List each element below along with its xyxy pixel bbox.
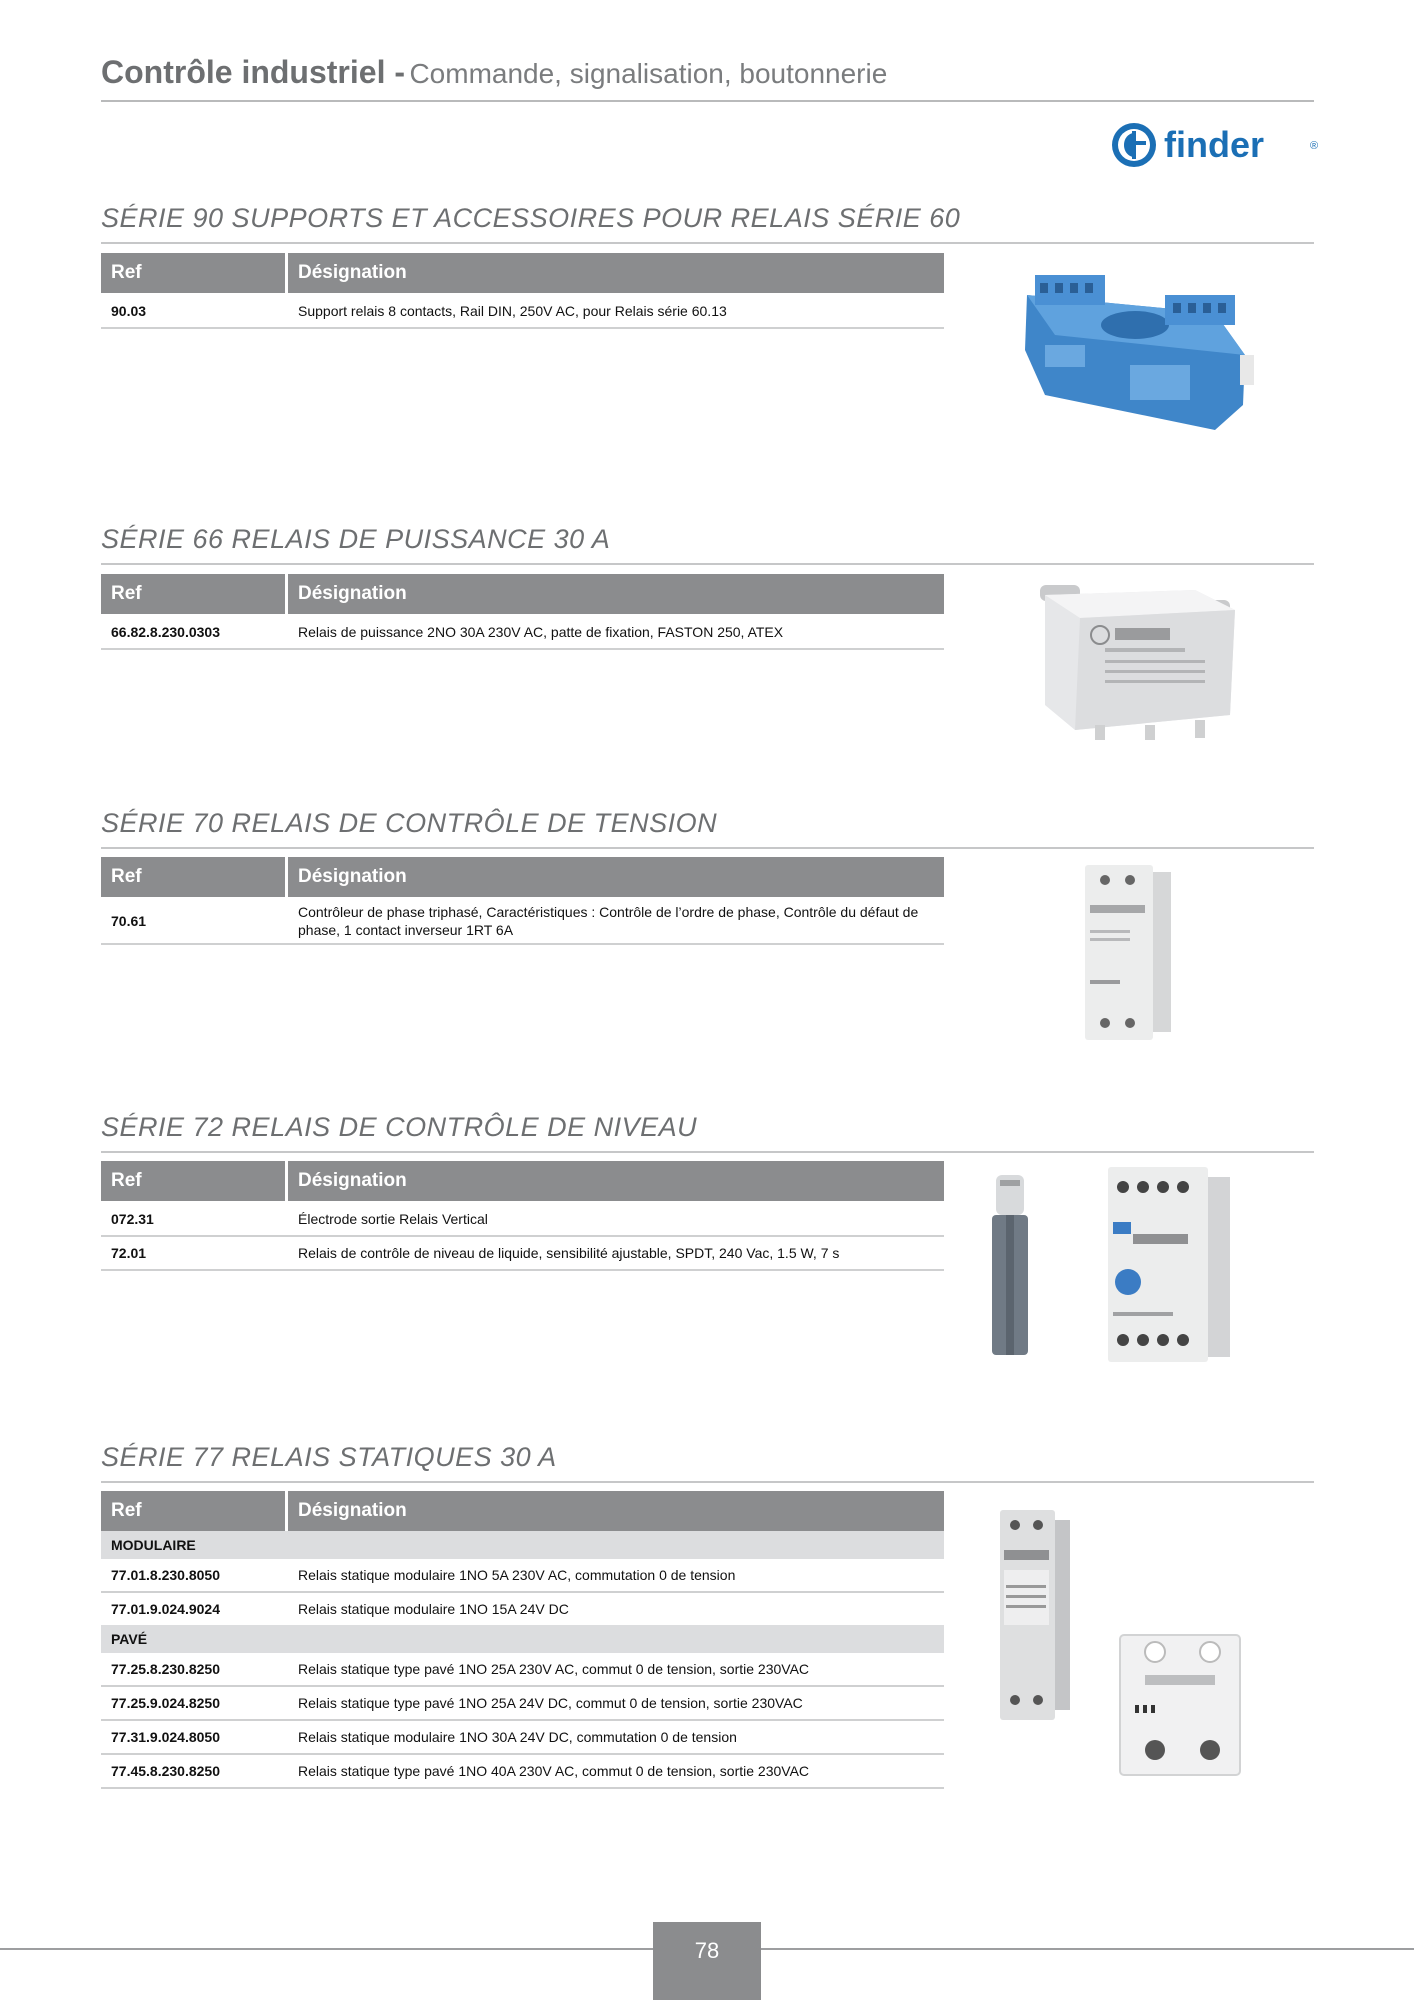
table-row xyxy=(101,1755,944,1789)
col-ref-header: Ref xyxy=(101,1161,288,1201)
section-divider xyxy=(101,1151,1314,1153)
section-title-serie-90: SÉRIE 90 SUPPORTS ET ACCESSOIRES POUR RELAIS SÉRIE 60 xyxy=(101,203,961,233)
designation-cell: Relais de contrôle de niveau de liquide, sensibilité ajustable, SPDT, 240 Vac, 1.5 W, 7 s xyxy=(298,1245,840,1261)
col-designation-header: Désignation xyxy=(298,583,407,604)
section-title-serie-70: SÉRIE 70 RELAIS DE CONTRÔLE DE TENSION xyxy=(101,808,718,838)
table-header xyxy=(101,574,944,614)
ref-cell: 77.45.8.230.8250 xyxy=(111,1763,220,1779)
ref-cell: 77.01.9.024.9024 xyxy=(111,1601,220,1617)
finder-emblem-icon xyxy=(1110,121,1158,169)
section-title-serie-77: SÉRIE 77 RELAIS STATIQUES 30 A xyxy=(101,1442,557,1472)
table-row xyxy=(101,1559,944,1593)
finder-logo xyxy=(1110,118,1319,172)
designation-cell: Relais statique modulaire 1NO 15A 24V DC xyxy=(298,1601,569,1617)
group-label-modulaire: MODULAIRE xyxy=(101,1531,944,1559)
table-row xyxy=(101,899,944,945)
designation-cell: Électrode sortie Relais Vertical xyxy=(298,1211,488,1227)
designation-cell: Support relais 8 contacts, Rail DIN, 250V AC, pour Relais série 60.13 xyxy=(298,303,727,319)
table-serie-90 xyxy=(101,253,944,329)
group-label-pave: PAVÉ xyxy=(101,1625,944,1653)
table-serie-72 xyxy=(101,1161,944,1271)
phase-control-relay-image xyxy=(1075,860,1185,1045)
ref-cell: 77.25.8.230.8250 xyxy=(111,1661,220,1677)
electrode-image xyxy=(980,1170,1040,1365)
designation-cell: Contrôleur de phase triphasé, Caractéristiques : Contrôle de l’ordre de phase, Contrôle du défaut de phase, 1 contact inverseur 1RT 6A xyxy=(298,904,919,938)
ref-cell: 77.31.9.024.8050 xyxy=(111,1729,220,1745)
ref-cell: 77.01.8.230.8050 xyxy=(111,1567,220,1583)
level-control-relay-image xyxy=(1098,1162,1268,1372)
designation-cell: Relais statique type pavé 1NO 25A 230V AC, commut 0 de tension, sortie 230VAC xyxy=(298,1661,810,1677)
finder-wordmark: finder xyxy=(1164,124,1265,165)
designation-cell: Relais statique modulaire 1NO 5A 230V AC, commutation 0 de tension xyxy=(298,1567,736,1583)
designation-cell: Relais statique type pavé 1NO 25A 24V DC, commut 0 de tension, sortie 230VAC xyxy=(298,1695,803,1711)
page-title-sub: Commande, signalisation, boutonnerie xyxy=(409,58,888,89)
table-serie-77 xyxy=(101,1491,944,1789)
table-header xyxy=(101,253,944,293)
ref-cell: 072.31 xyxy=(111,1211,154,1227)
section-divider xyxy=(101,1481,1314,1483)
page-title xyxy=(101,54,887,91)
section-title-serie-66: SÉRIE 66 RELAIS DE PUISSANCE 30 A xyxy=(101,524,611,554)
modular-ssr-image xyxy=(990,1505,1075,1725)
section-divider xyxy=(101,242,1314,244)
table-header xyxy=(101,1161,944,1201)
section-divider xyxy=(101,847,1314,849)
power-relay-image xyxy=(1035,580,1245,745)
ref-cell: 77.25.9.024.8250 xyxy=(111,1695,220,1711)
table-header xyxy=(101,857,944,897)
table-row xyxy=(101,616,944,650)
header-divider xyxy=(101,100,1314,102)
designation-cell: Relais de puissance 2NO 30A 230V AC, patte de fixation, FASTON 250, ATEX xyxy=(298,624,784,640)
col-ref-header: Ref xyxy=(101,574,288,614)
table-row xyxy=(101,295,944,329)
designation-cell: Relais statique type pavé 1NO 40A 230V AC, commut 0 de tension, sortie 230VAC xyxy=(298,1763,810,1779)
page-number: 78 xyxy=(653,1922,761,2000)
ref-cell: 90.03 xyxy=(111,303,147,319)
col-designation-header: Désignation xyxy=(298,1170,407,1191)
registered-mark: ® xyxy=(1310,140,1319,152)
table-row xyxy=(101,1687,944,1721)
table-serie-70 xyxy=(101,857,944,945)
section-divider xyxy=(101,563,1314,565)
table-header xyxy=(101,1491,944,1531)
table-row xyxy=(101,1653,944,1687)
table-row xyxy=(101,1721,944,1755)
col-ref-header: Ref xyxy=(101,857,288,897)
col-designation-header: Désignation xyxy=(298,1500,407,1521)
table-row xyxy=(101,1237,944,1271)
col-ref-header: Ref xyxy=(101,253,288,293)
col-designation-header: Désignation xyxy=(298,866,407,887)
panel-ssr-image xyxy=(1115,1630,1250,1780)
col-ref-header: Ref xyxy=(101,1491,288,1531)
page-title-main: Contrôle industriel - xyxy=(101,54,405,90)
col-designation-header: Désignation xyxy=(298,262,407,283)
ref-cell: 70.61 xyxy=(111,913,147,929)
relay-socket-image xyxy=(1015,255,1255,435)
ref-cell: 66.82.8.230.0303 xyxy=(111,624,220,640)
table-serie-66 xyxy=(101,574,944,650)
table-row xyxy=(101,1593,944,1625)
designation-cell: Relais statique modulaire 1NO 30A 24V DC, commutation 0 de tension xyxy=(298,1729,737,1745)
ref-cell: 72.01 xyxy=(111,1245,147,1261)
table-row xyxy=(101,1203,944,1237)
section-title-serie-72: SÉRIE 72 RELAIS DE CONTRÔLE DE NIVEAU xyxy=(101,1112,698,1142)
